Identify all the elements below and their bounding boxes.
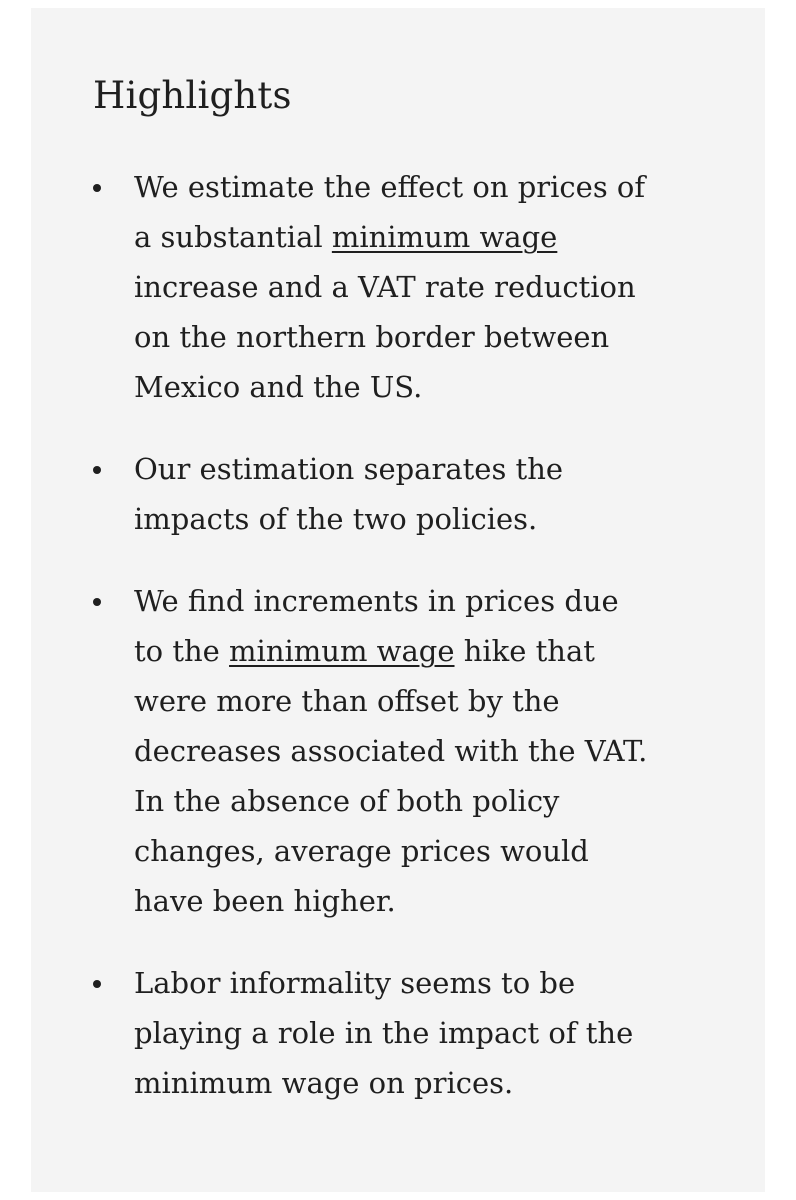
item-text-start: We estimate the effect on prices of a substantial (134, 170, 646, 254)
list-item (93, 444, 653, 544)
bullet-icon (93, 598, 101, 606)
minimum-wage-link[interactable]: minimum wage (331, 220, 558, 254)
highlights-list (93, 162, 653, 1108)
item-text: Our estimation separates the impacts of the two policies. (134, 452, 564, 536)
minimum-wage-link[interactable]: minimum wage (229, 634, 455, 668)
list-item (93, 162, 653, 412)
highlights-heading: Highlights (93, 74, 292, 117)
highlights-panel (31, 8, 765, 1192)
list-item (93, 958, 653, 1108)
item-text-start: We find increments in prices due to the (134, 584, 619, 668)
bullet-icon (93, 980, 101, 988)
item-text: Labor informality seems to be playing a role in the impact of the minimum wage on prices. (134, 966, 634, 1100)
item-text-end: hike that were more than offset by the decreases associated with the VAT. In the absence of both policy changes, average prices would have been higher. (134, 634, 648, 918)
bullet-icon (93, 466, 101, 474)
item-text-end: increase and a VAT rate reduction on the northern border between Mexico and the US. (134, 270, 636, 404)
list-item (93, 576, 653, 926)
bullet-icon (93, 184, 101, 192)
